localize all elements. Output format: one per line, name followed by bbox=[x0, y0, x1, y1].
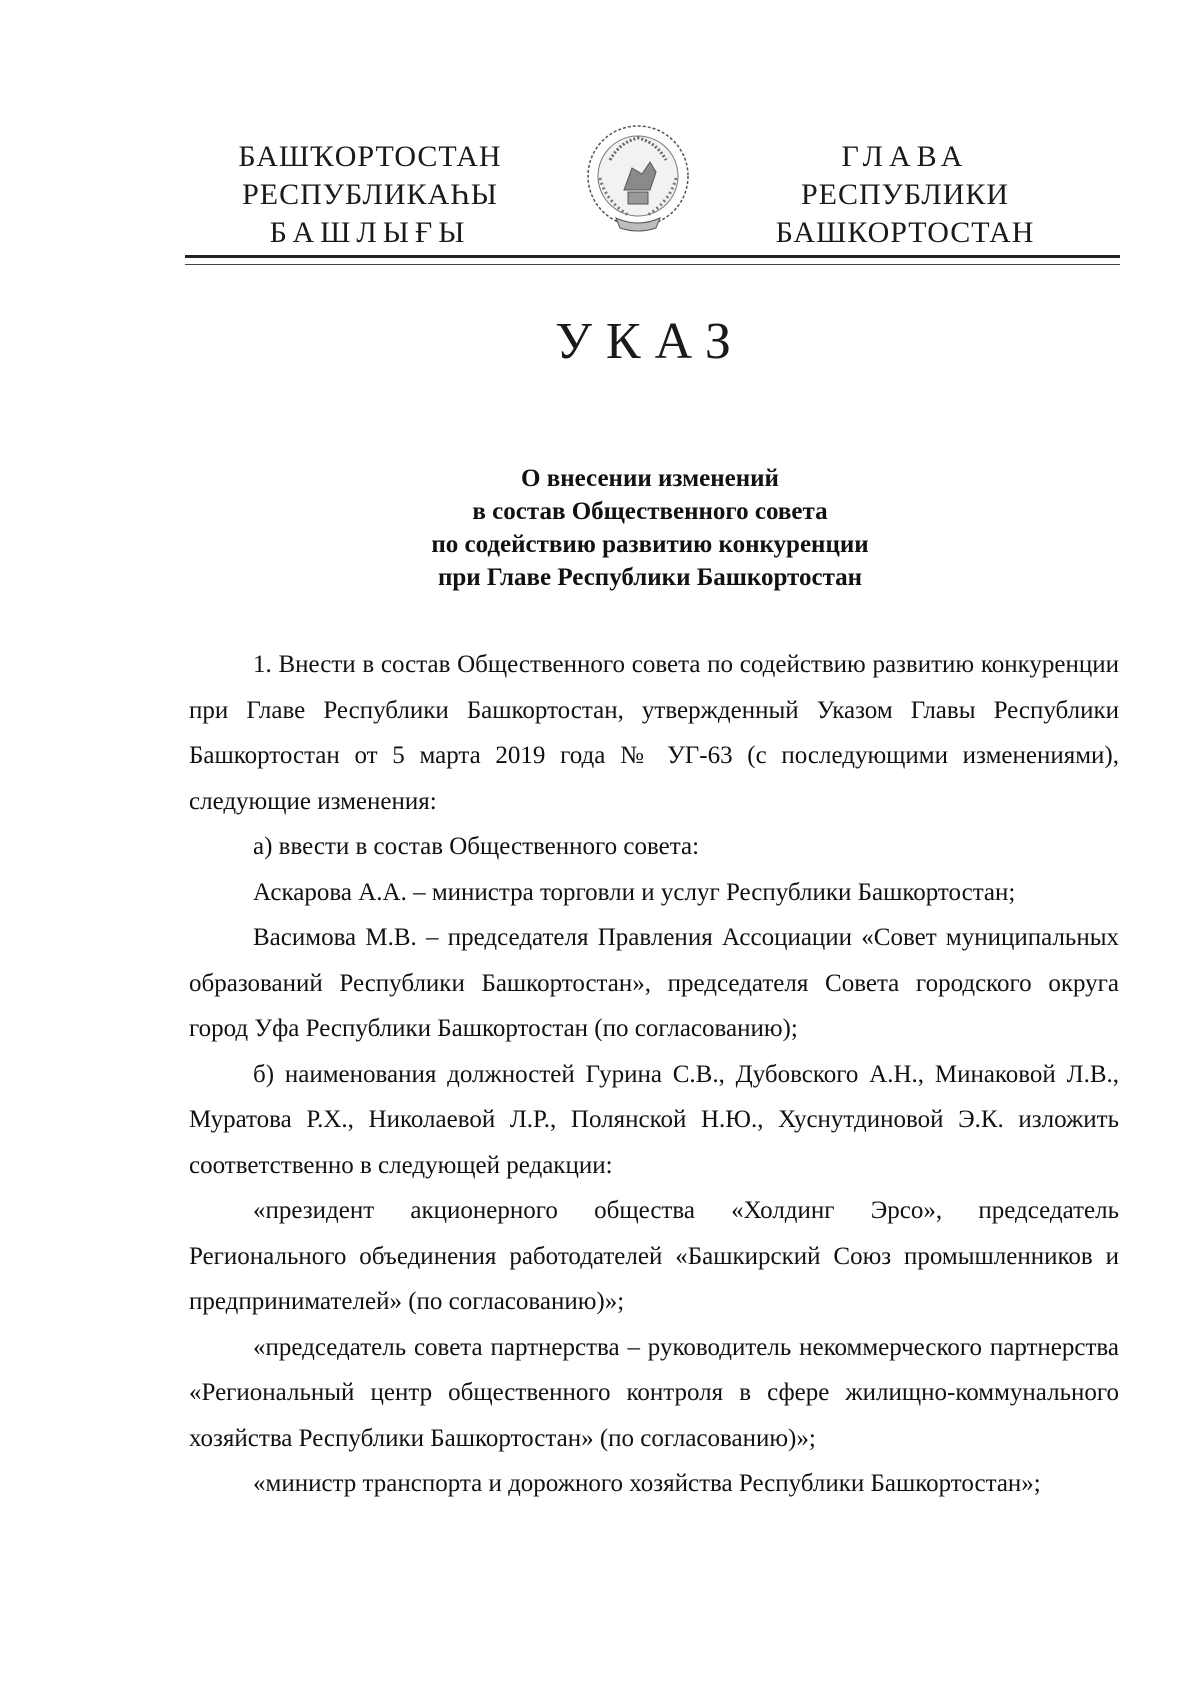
body-paragraph: б) наименования должностей Гурина С.В., Дубовского А.Н., Минаковой Л.В., Муратова Р.Х., Николаевой Л.Р., Полянской Н.Ю., Хуснутдиновой Э.К. изложить соответственно в следующей редакции: bbox=[189, 1060, 1119, 1179]
document-title bbox=[340, 462, 960, 594]
document-body bbox=[189, 642, 1119, 1507]
body-paragraph: «министр транспорта и дорожного хозяйства Республики Башкортостан»; bbox=[253, 1470, 1041, 1497]
header-bashkir bbox=[230, 138, 510, 252]
header-divider bbox=[185, 255, 1120, 265]
title-line: в состав Общественного совета bbox=[472, 498, 828, 525]
body-paragraph: Аскарова А.А. – министра торговли и услуг Республики Башкортостан; bbox=[253, 878, 1016, 906]
header-russian-line: РЕСПУБЛИКИ bbox=[800, 178, 1010, 211]
header-russian-line: ГЛАВА bbox=[841, 140, 969, 173]
header-bashkir-line: БАШЛЫҒЫ bbox=[269, 216, 471, 249]
document-type: УКАЗ bbox=[555, 313, 745, 370]
header-russian-line: БАШКОРТОСТАН bbox=[775, 216, 1035, 249]
body-paragraph: «президент акционерного общества «Холдинг Эрсо», председатель Регионального объединения работодателей «Башкирский Союз промышленников и предпринимателей» (по согласованию)»; bbox=[189, 1197, 1119, 1315]
body-paragraph: Васимова М.В. – председателя Правления Ассоциации «Совет муниципальных образований Республики Башкортостан», председателя Совета городского округа город Уфа Республики Башкортостан (по согласованию); bbox=[189, 924, 1119, 1042]
title-line: О внесении изменений bbox=[521, 465, 779, 492]
title-line: при Главе Республики Башкортостан bbox=[437, 564, 863, 591]
header-russian bbox=[760, 138, 1050, 252]
body-paragraph: 1. Внести в состав Общественного совета по содействию развитию конкуренции при Главе Республики Башкортостан, утвержденный Указом Главы Республики Башкортостан от 5 марта 2019 года № УГ-63 (с последующими изменениями), следующие изменения: bbox=[189, 651, 1119, 815]
title-line: по содействию развитию конкуренции bbox=[431, 531, 869, 558]
header-bashkir-line: БАШҠОРТОСТАН bbox=[238, 140, 502, 173]
body-paragraph: а) ввести в состав Общественного совета: bbox=[253, 833, 700, 860]
header-bashkir-line: РЕСПУБЛИКАҺЫ bbox=[242, 178, 498, 211]
body-paragraph: «председатель совета партнерства – руководитель некоммерческого партнерства «Региональный центр общественного контроля в сфере жилищно-коммунального хозяйства Республики Башкортостан» (по согласованию)»; bbox=[189, 1333, 1119, 1452]
coat-of-arms-emblem-icon bbox=[580, 120, 696, 242]
